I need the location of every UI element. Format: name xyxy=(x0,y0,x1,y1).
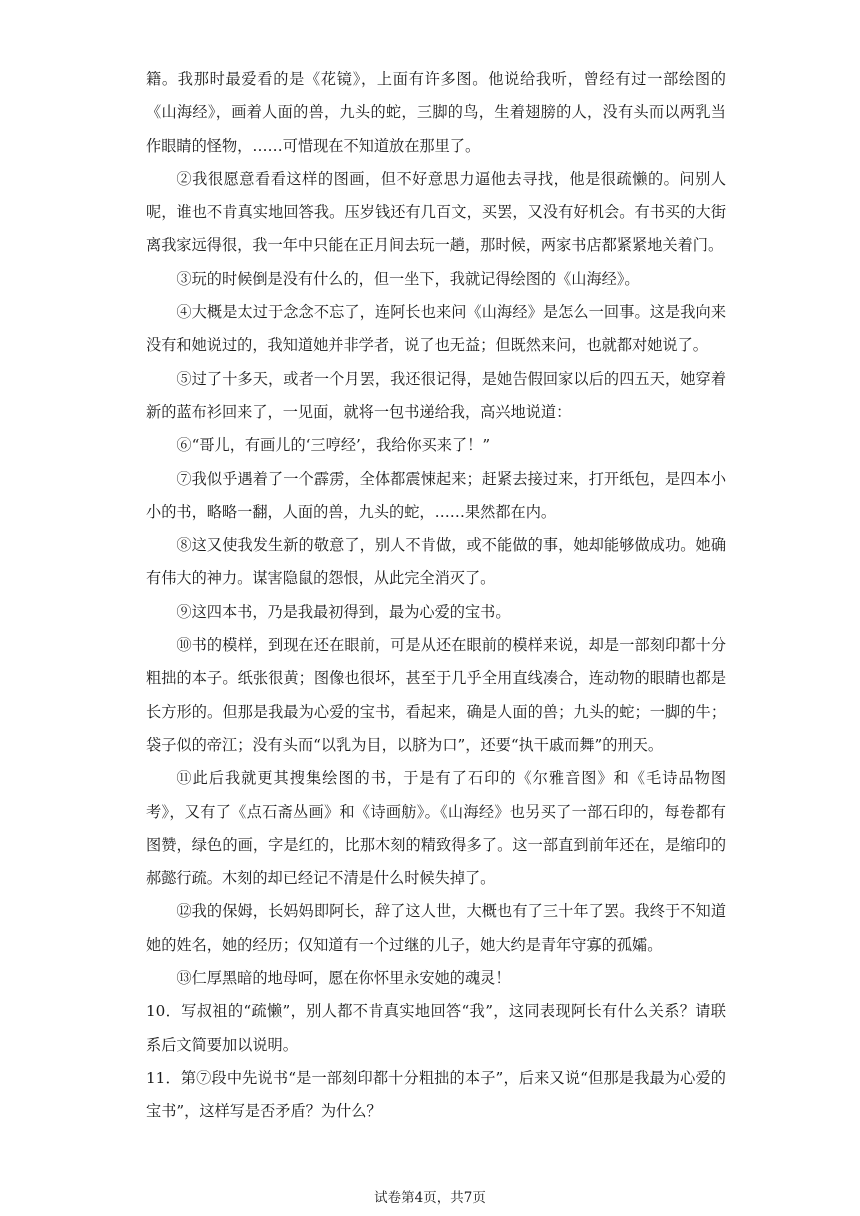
paragraph-continuation: 籍。我那时最爱看的是《花镜》，上面有许多图。他说给我听，曾经有过一部绘图的《山海经》，画着人面的兽，九头的蛇，三脚的鸟，生着翅膀的人，没有头而以两乳当作眼睛的怪物，……可惜现在不知道放在那里了。 xyxy=(146,70,726,155)
paragraph-3: ③玩的时候倒是没有什么的，但一坐下，我就记得绘图的《山海经》。 xyxy=(176,269,640,288)
paragraph-10: ⑩书的模样，到现在还在眼前，可是从还在眼前的模样来说，却是一部刻印都十分粗拙的本子。纸张很黄；图像也很坏，甚至于几乎全用直线凑合，连动物的眼睛也都是长方形的。但那是我最为心爱的宝书，看起来，确是人面的兽；九头的蛇；一脚的牛；袋子似的帝江；没有头而“以乳为目，以脐为口”，还要“执干戚而舞”的刑天。 xyxy=(146,636,726,754)
paragraph-9: ⑨这四本书，乃是我最初得到，最为心爱的宝书。 xyxy=(176,602,511,621)
paragraph-6: ⑥“哥儿，有画儿的‘三哼经’，我给你买来了！” xyxy=(176,436,491,455)
paragraph-11: ⑪此后我就更其搜集绘图的书，于是有了石印的《尔雅音图》和《毛诗品物图考》，又有了《点石斋丛画》和《诗画舫》。《山海经》也另买了一部石印的，每卷都有图赞，绿色的画，字是红的，比那木刻的精致得多了。这一部直到前年还在，是缩印的郝懿行疏。木刻的却已经记不清是什么时候失掉了。 xyxy=(146,769,726,888)
page-footer: 试卷第4页，共7页 xyxy=(374,1190,486,1206)
paragraph-8: ⑧这又使我发生新的敬意了，别人不肯做，或不能做的事，她却能够做成功。她确有伟大的神力。谋害隐鼠的怨恨，从此完全消灭了。 xyxy=(146,536,726,588)
question-11: 11．第⑦段中先说书“是一部刻印都十分粗拙的本子”，后来又说“但那是我最为心爱的宝书”，这样写是否矛盾？为什么？ xyxy=(146,1068,726,1121)
paragraph-2: ②我很愿意看看这样的图画，但不好意思力逼他去寻找，他是很疏懒的。问别人呢，谁也不肯真实地回答我。压岁钱还有几百文，买罢，又没有好机会。有书买的大街离我家远得很，我一年中只能在正月间去玩一趟，那时候，两家书店都紧紧地关着门。 xyxy=(146,169,726,255)
paragraph-4: ④大概是太过于念念不忘了，连阿长也来问《山海经》是怎么一回事。这是我向来没有和她说过的，我知道她并非学者，说了也无益；但既然来问，也就都对她说了。 xyxy=(146,303,726,355)
paragraph-7: ⑦我似乎遇着了一个霹雳，全体都震悚起来；赶紧去接过来，打开纸包，是四本小小的书，略略一翻，人面的兽，九头的蛇，……果然都在内。 xyxy=(146,469,726,521)
question-10: 10．写叔祖的“疏懒”，别人都不肯真实地回答“我”，这同表现阿长有什么关系？请联系后文简要加以说明。 xyxy=(146,1002,726,1054)
paragraph-13: ⑬仁厚黑暗的地母呵，愿在你怀里永安她的魂灵！ xyxy=(176,969,511,988)
paragraph-5: ⑤过了十多天，或者一个月罢，我还很记得，是她告假回家以后的四五天，她穿着新的蓝布衫回来了，一见面，就将一包书递给我，高兴地说道： xyxy=(146,369,726,421)
document-body xyxy=(146,63,726,1129)
paragraph-12: ⑫我的保姆，长妈妈即阿长，辞了这人世，大概也有了三十年了罢。我终于不知道她的姓名，她的经历；仅知道有一个过继的儿子，她大约是青年守寡的孤孀。 xyxy=(146,902,726,954)
